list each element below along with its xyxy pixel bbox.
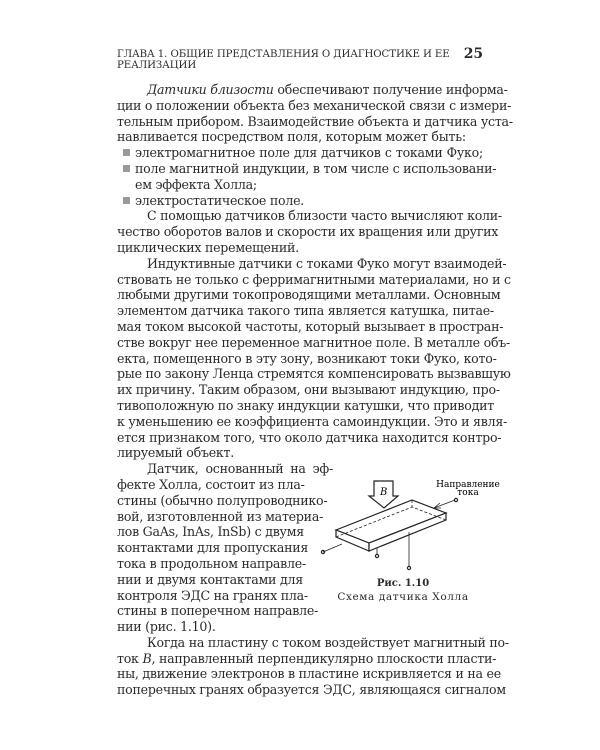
text-line: нии и двумя контактами для (117, 571, 303, 587)
figure-number: Рис. 1.10 (376, 578, 430, 589)
text-line (117, 650, 497, 667)
text-line: Индуктивные датчики с токами Фуко могут взаимодей- (147, 255, 507, 271)
text-line: лов GaAs, InAs, InSb) с двумя (117, 524, 304, 540)
text-line: поперечных гранях образуется ЭДС, являющаяся сигналом (117, 682, 506, 698)
text-line: любыми другими токопроводящими металлами. Основным (117, 287, 501, 303)
text-line: чество оборотов валов и скорости их вращения или других (117, 224, 499, 240)
text-line: циклических перемещений. (117, 239, 299, 255)
text-line: к уменьшению ее коэффициента самоиндукции. Это и явля- (117, 413, 508, 429)
text-line: вой, изготовленной из материа- (117, 508, 324, 524)
bullet-text: поле магнитной индукции, в том числе с использовани- (135, 160, 497, 176)
text-line: стины (обычно полупроводнико- (117, 492, 328, 508)
text-line: стве вокруг нее переменное магнитное поле. В металле объ- (117, 334, 511, 350)
text-span: ток (117, 650, 143, 666)
text-line: нии (рис. 1.10). (117, 619, 216, 635)
bullet-continuation: ем эффекта Холла; (135, 176, 257, 192)
chapter-title: ГЛАВА 1. ОБЩИЕ ПРЕДСТАВЛЕНИЯ О ДИАГНОСТИКЕ И ЕЕ РЕАЛИЗАЦИИ (117, 49, 450, 71)
text-line: фекте Холла, состоит из пла- (117, 476, 305, 492)
text-line: Когда на пластину с током воздействует магнитный по- (147, 634, 509, 650)
text-line: тока в продольном направле- (117, 555, 306, 571)
text-line: лируемый объект. (117, 445, 235, 461)
text-line: тивоположную по знаку индукции катушки, что приводит (117, 397, 494, 413)
text-line: их причину. Таким образом, они вызывают индукцию, про- (117, 382, 500, 398)
page-number: 25 (463, 46, 483, 62)
text-line: рые по закону Ленца стремятся компенсировать вызвавшую (117, 366, 511, 382)
text-line: ции о положении объекта без механической связи с измери- (117, 97, 512, 113)
bullet-text: электромагнитное поле для датчиков с токами Фуко; (135, 145, 483, 161)
text-span: обеспечивают получение информа- (273, 82, 508, 97)
text-line: ется признаком того, что около датчика находится контро- (117, 429, 502, 445)
text-line: навливается посредством поля, которым может быть: (117, 129, 466, 145)
text-line: мая током высокой частоты, который вызывает в простран- (117, 318, 504, 334)
text-line: Датчик, основанный на эф- (147, 461, 333, 477)
figure-caption: Схема датчика Холла (337, 591, 469, 603)
bullet-item (117, 145, 483, 161)
text-line: элементом датчика такого типа является катушка, питае- (117, 303, 494, 319)
text-line: ны, движение электронов в пластине искривляется и на ее (117, 666, 501, 682)
text-line: С помощью датчиков близости часто вычисляют коли- (147, 208, 502, 224)
bullet-square-icon (123, 197, 130, 204)
label-current-direction-2: тока (457, 488, 479, 498)
bullet-item (117, 193, 483, 209)
bullet-square-icon (123, 149, 130, 156)
text-line: контроля ЭДС на гранях пла- (117, 587, 308, 603)
label-b: B (380, 487, 388, 498)
text-line: екта, помещенного в эту зону, возникают токи Фуко, кото- (117, 350, 497, 366)
running-header (117, 46, 483, 71)
text-line: тельным прибором. Взаимодействие объекта и датчика уста- (117, 113, 513, 129)
text-line (117, 82, 508, 98)
text-line: стины в поперечном направле- (117, 603, 319, 619)
bullet-text: электростатическое поле. (135, 192, 305, 208)
variable-b: B (142, 650, 152, 666)
text-line: контактами для пропускания (117, 540, 309, 556)
text-span: , направленный перпендикулярно плоскости пласти- (151, 650, 497, 666)
label-current-direction: Направление (436, 480, 500, 490)
term-italic: Датчики близости (147, 82, 274, 97)
bullet-square-icon (123, 165, 130, 172)
text-line: ствовать не только с ферримагнитными материалами, но и с (117, 271, 511, 287)
bullet-item (117, 160, 497, 177)
